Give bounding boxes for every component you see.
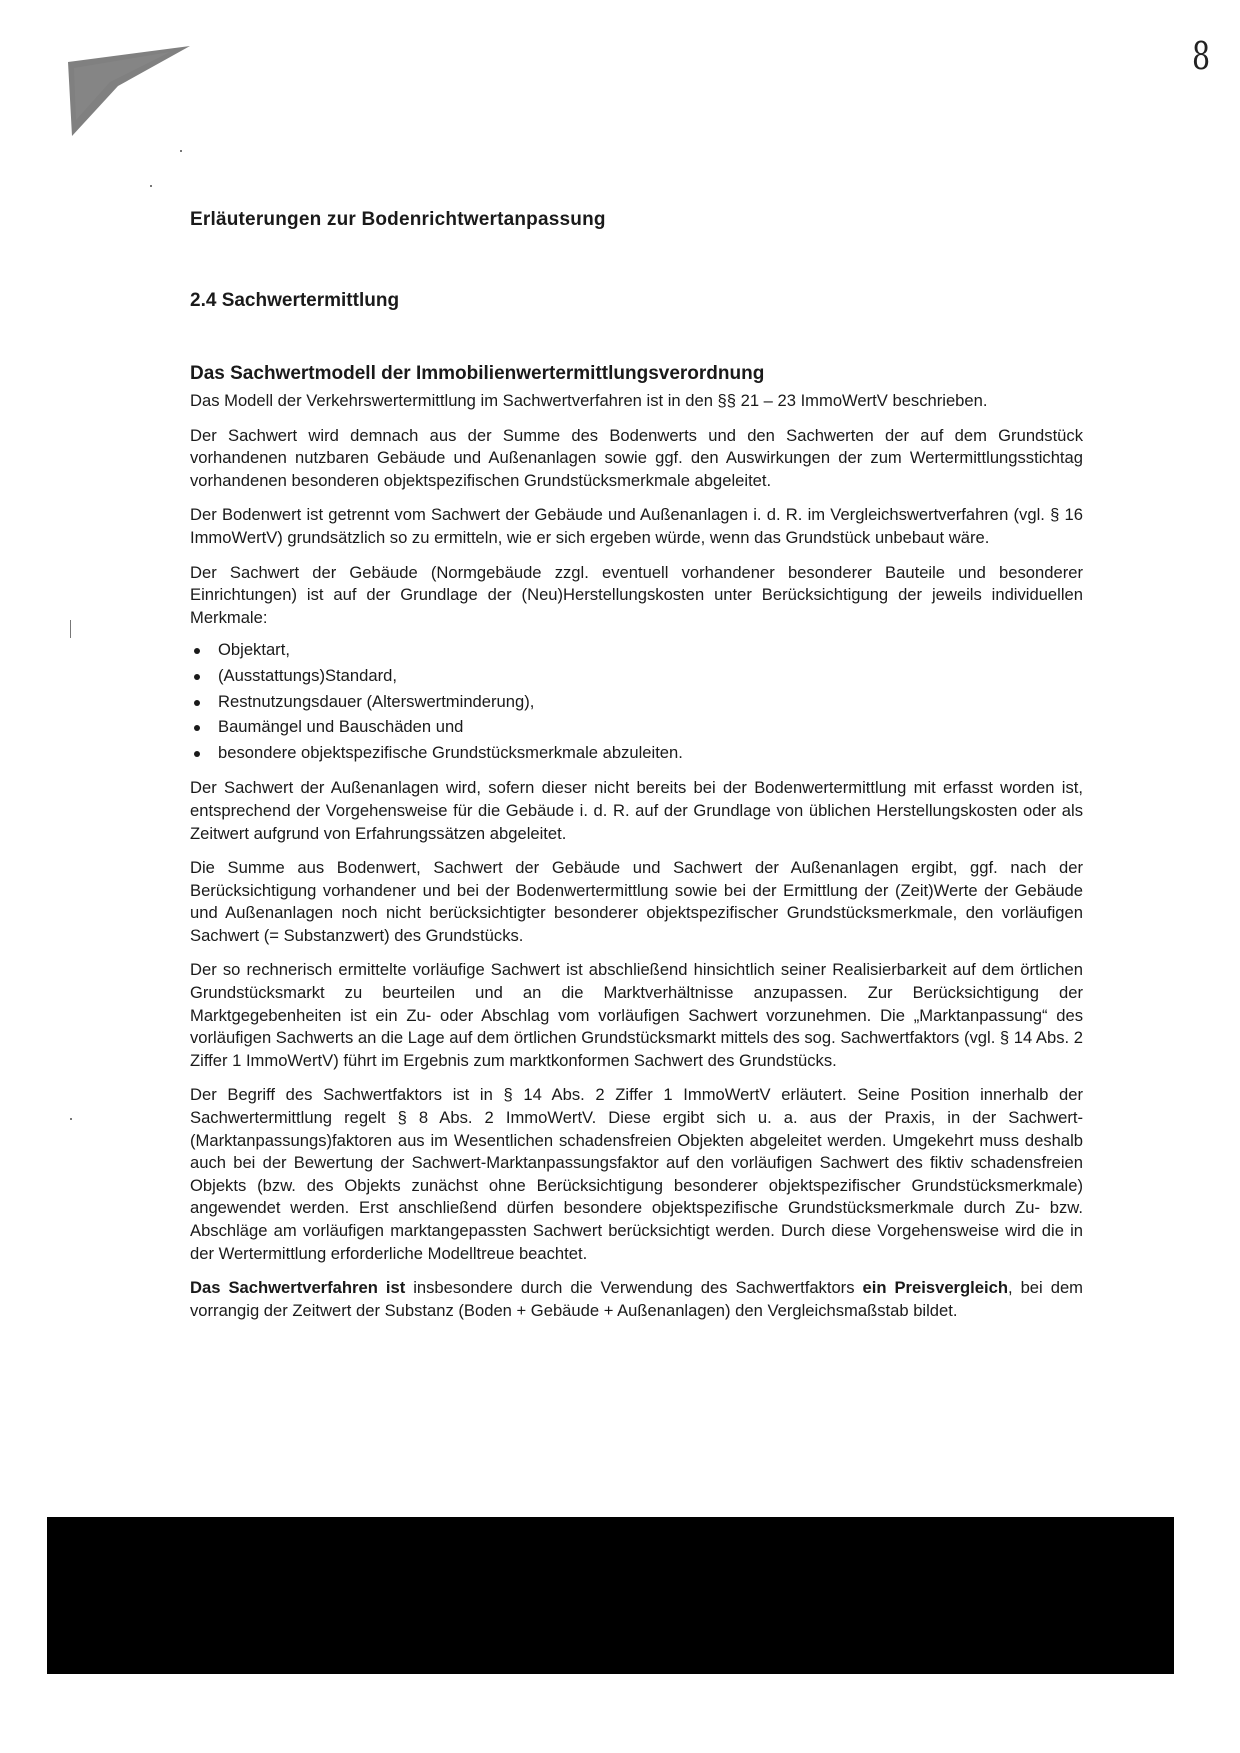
paragraph: Das Modell der Verkehrswertermittlung im Sachwertverfahren ist in den §§ 21 – 23 ImmoWertV beschrieben.: [190, 391, 988, 410]
final-paragraph-bold-2: ein Preisvergleich: [862, 1278, 1008, 1298]
section-title: 2.4 Sachwertermittlung: [190, 290, 400, 311]
paragraph: Der Sachwert wird demnach aus der Summe des Bodenwerts und den Sachwerten der auf dem Grundstück vorhandenen nutzbaren Gebäude und Außenanlagen sowie ggf. den Auswirkungen der zum Wertermittlungsstichtag vorhandenen besonderen objektspezifischen Grundstücksmerkmale abgeleitet.: [190, 425, 1083, 490]
paragraph: Der Sachwert der Gebäude (Normgebäude zzgl. eventuell vorhandener besonderer Bauteile und besonderer Einrichtungen) ist auf der Grundlage der (Neu)Herstellungskosten unter Berücksichtigung der jeweils individuellen Merkmale:: [190, 562, 1083, 627]
feature-list: [190, 637, 1083, 765]
final-paragraph-bold-1: Das Sachwertverfahren ist: [190, 1278, 406, 1298]
paragraph: Der Bodenwert ist getrennt vom Sachwert der Gebäude und Außenanlagen i. d. R. im Vergleichswertverfahren (vgl. § 16 ImmoWertV) grundsätzlich so zu ermitteln, wie er sich ergeben würde, wenn das Grundstück unbebaut wäre.: [190, 505, 1083, 547]
header-title: Erläuterungen zur Bodenrichtwertanpassung: [190, 209, 606, 230]
list-item: Objektart,: [218, 637, 1083, 663]
scan-corner-mark: [60, 40, 200, 150]
final-paragraph-text-1: insbesondere durch die Verwendung des Sachwertfaktors: [405, 1278, 863, 1298]
document-body: [190, 362, 1083, 1334]
final-paragraph: [190, 1277, 1083, 1322]
list-item: (Ausstattungs)Standard,: [218, 663, 1083, 689]
paragraph: Der Sachwert der Außenanlagen wird, sofern dieser nicht bereits bei der Bodenwertermittlung mit erfasst worden ist, entsprechend der Vorgehensweise für die Gebäude i. d. R. auf der Grundlage von üblichen Herstellungskosten oder als Zeitwert aufgrund von Erfahrungssätzen abgeleitet.: [190, 778, 1083, 843]
paragraph: Der so rechnerisch ermittelte vorläufige Sachwert ist abschließend hinsichtlich seiner Realisierbarkeit auf dem örtlichen Grundstücksmarkt zu beurteilen und an die Marktverhältnisse anzupassen. Zur Berücksichtigung der Marktgegebenheiten ist ein Zu- oder Abschlag vom vorläufigen Sachwert vorzunehmen. Die „Marktanpassung“ des vorläufigen Sachwerts an die Lage auf dem örtlichen Grundstücksmarkt mittels des sog. Sachwertfaktors (vgl. § 14 Abs. 2 Ziffer 1 ImmoWertV) führt im Ergebnis zum marktkonformen Sachwert des Grundstücks.: [190, 960, 1083, 1070]
scan-speck: [150, 185, 152, 187]
page-number: 8: [1192, 34, 1211, 78]
scan-speck: [180, 150, 182, 152]
list-item: Baumängel und Bauschäden und: [218, 714, 1083, 740]
list-item: besondere objektspezifische Grundstücksmerkmale abzuleiten.: [218, 740, 1083, 766]
scan-speck: [70, 1118, 72, 1120]
final-paragraph-text-2: , bei dem vorrangig der Zeitwert der Substanz (Boden + Gebäude + Außenanlagen) den Vergleichsmaßstab bildet.: [190, 1278, 1083, 1320]
subheading: Das Sachwertmodell der Immobilienwertermittlungsverordnung: [190, 363, 765, 384]
scan-speck: [70, 620, 71, 638]
paragraph: Der Begriff des Sachwertfaktors ist in § 14 Abs. 2 Ziffer 1 ImmoWertV erläutert. Seine Position innerhalb der Sachwertermittlung regelt § 8 Abs. 2 ImmoWertV. Diese ergibt sich u. a. aus der Praxis, in der Sachwert-(Marktanpassungs)faktoren aus im Wesentlichen schadensfreien Objekten abgeleitet werden. Umgekehrt muss deshalb auch bei der Bewertung der Sachwert-Marktanpassungsfaktor auf den vorläufigen Sachwert des fiktiv schadensfreien Objekts (bzw. des Objekts zunächst ohne Berücksichtigung besonderer objektspezifischer Grundstücksmerkmale) angewendet werden. Erst anschließend dürfen besondere objektspezifische Grundstücksmerkmale durch Zu- bzw. Abschläge am vorläufigen marktangepassten Sachwert berücksichtigt werden. Durch diese Vorgehensweise wird die in der Wertermittlung erforderliche Modelltreue beachtet.: [190, 1085, 1083, 1263]
list-item: Restnutzungsdauer (Alterswertminderung),: [218, 689, 1083, 715]
redaction-block: [47, 1517, 1174, 1674]
paragraph: Die Summe aus Bodenwert, Sachwert der Gebäude und Sachwert der Außenanlagen ergibt, ggf. nach der Berücksichtigung vorhandener und bei der Bodenwertermittlung sowie bei der Ermittlung der (Zeit)Werte der Gebäude und Außenanlagen noch nicht berücksichtigter besonderer objektspezifischer Grundstücksmerkmale, den vorläufigen Sachwert (= Substanzwert) des Grundstücks.: [190, 858, 1083, 945]
